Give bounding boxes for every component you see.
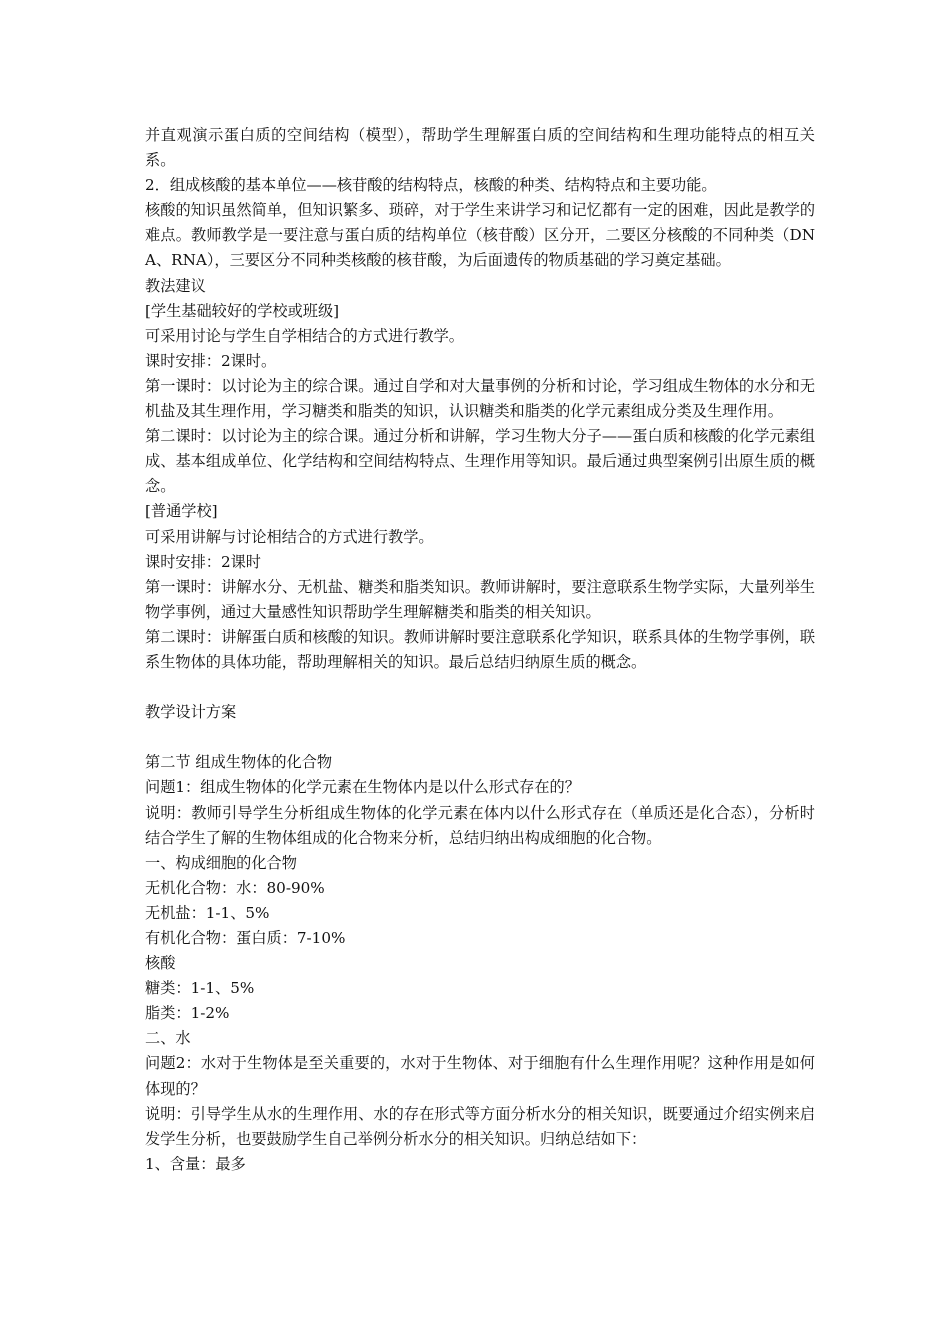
list-item: 无机化合物：水：80-90% <box>145 878 325 897</box>
paragraph-2: 2．组成核酸的基本单位——核苷酸的结构特点，核酸的种类、结构特点和主要功能。 <box>145 176 717 195</box>
paragraph-13: 第一课时：讲解水分、无机盐、糖类和脂类知识。教师讲解时，要注意联系生物学实际，大量列举生物学事例，通过大量感性知识帮助学生理解糖类和脂类的相关知识。 <box>145 577 815 621</box>
paragraph-3: 核酸的知识虽然简单，但知识繁多、琐碎，对于学生来讲学习和记忆都有一定的困难，因此是教学的难点。教师教学是一要注意与蛋白质的结构单位（核苷酸）区分开，二要区分核酸的不同种类（DNA、RNA），三要区分不同种类核酸的核苷酸，为后面遗传的物质基础的学习奠定基础。 <box>145 201 815 270</box>
heading-water: 二、水 <box>145 1029 191 1048</box>
list-item: 核酸 <box>145 954 176 973</box>
document-body <box>145 123 815 1177</box>
section-heading-second-section: 第二节 组成生物体的化合物 <box>145 753 333 772</box>
subheading-ordinary-schools: [普通学校] <box>145 502 218 521</box>
paragraph-12: 课时安排：2课时 <box>145 552 261 571</box>
list-item: 糖类：1-1、5% <box>145 979 255 998</box>
explanation-2: 说明：引导学生从水的生理作用、水的存在形式等方面分析水分的相关知识，既要通过介绍实例来启发学生分析，也要鼓励学生自己举例分析水分的相关知识。归纳总结如下： <box>145 1104 815 1148</box>
explanation-1: 说明：教师引导学生分析组成生物体的化学元素在体内以什么形式存在（单质还是化合态），分析时结合学生了解的生物体组成的化合物来分析，总结归纳出构成细胞的化合物。 <box>145 803 815 847</box>
blank-line <box>145 675 815 700</box>
list-item: 有机化合物：蛋白质：7-10% <box>145 929 346 947</box>
paragraph-11: 可采用讲解与讨论相结合的方式进行教学。 <box>145 527 434 546</box>
paragraph-9: 第二课时：以讨论为主的综合课。通过分析和讲解，学习生物大分子——蛋白质和核酸的化学元素组成、基本组成单位、化学结构和空间结构特点、生理作用等知识。最后通过典型案例引出原生质的概念。 <box>145 427 815 496</box>
list-item: 1、含量：最多 <box>145 1154 246 1173</box>
list-item: 无机盐：1-1、5% <box>145 903 270 922</box>
subheading-advanced-schools: [学生基础较好的学校或班级] <box>145 301 340 320</box>
section-heading-design-plan: 教学设计方案 <box>145 703 237 722</box>
paragraph-6: 可采用讨论与学生自学相结合的方式进行教学。 <box>145 326 464 345</box>
paragraph-14: 第二课时：讲解蛋白质和核酸的知识。教师讲解时要注意联系化学知识，联系具体的生物学事例，联系生物体的具体功能，帮助理解相关的知识。最后总结归纳原生质的概念。 <box>145 627 815 671</box>
heading-compounds: 一、构成细胞的化合物 <box>145 853 297 872</box>
question-2: 问题2：水对于生物体是至关重要的，水对于生物体、对于细胞有什么生理作用呢？这种作用是如何体现的？ <box>145 1054 815 1098</box>
paragraph-7: 课时安排：2课时。 <box>145 351 277 370</box>
section-heading-teaching-suggestions: 教法建议 <box>145 276 206 295</box>
question-1: 问题1：组成生物体的化学元素在生物体内是以什么形式存在的？ <box>145 778 580 797</box>
blank-line <box>145 725 815 750</box>
paragraph-8: 第一课时：以讨论为主的综合课。通过自学和对大量事例的分析和讨论，学习组成生物体的水分和无机盐及其生理作用，学习糖类和脂类的知识，认识糖类和脂类的化学元素组成分类及生理作用。 <box>145 376 815 421</box>
paragraph-1: 并直观演示蛋白质的空间结构（模型），帮助学生理解蛋白质的空间结构和生理功能特点的相互关系。 <box>145 126 815 170</box>
list-item: 脂类：1-2% <box>145 1004 230 1023</box>
